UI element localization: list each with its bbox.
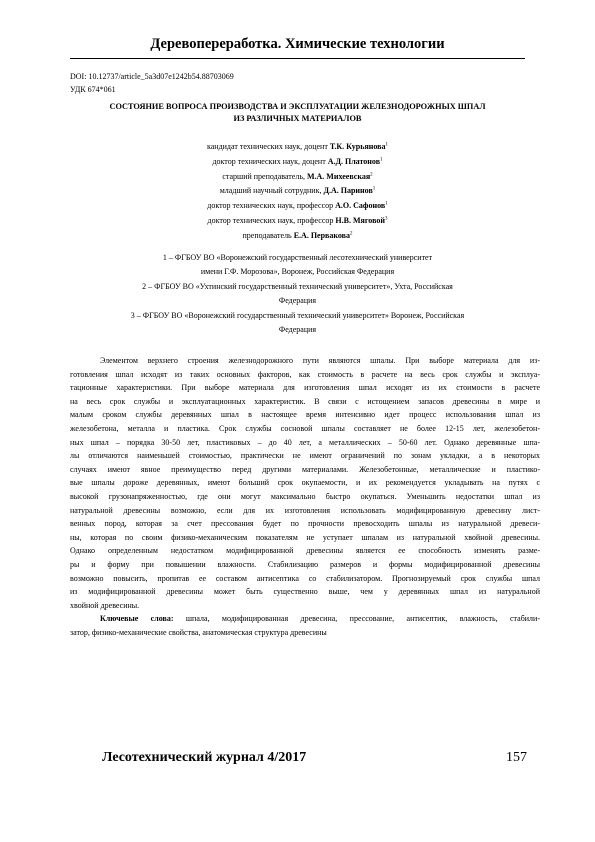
author-name: А.Д. Платонов bbox=[327, 156, 381, 166]
abstract-line: из модифицированной древесины может быть существенно выше, чем у деревянных шпал из натуральной bbox=[70, 587, 540, 597]
author-line bbox=[100, 229, 495, 244]
abstract-line: на весь срок службы и эксплуатационных характеристик. В связи с истощением запасов древесины в мире и bbox=[70, 396, 540, 406]
abstract-line: тационные характеристики. При выборе материала для изготовления шпал исходят из их стоимости в расчете bbox=[70, 383, 540, 393]
article-title-line: СОСТОЯНИЕ ВОПРОСА ПРОИЗВОДСТВА И ЭКСПЛУАТАЦИИ ЖЕЛЕЗНОДОРОЖНЫХ ШПАЛ bbox=[109, 102, 486, 111]
footer-journal-title: Лесотехнический журнал 4/2017 bbox=[102, 750, 307, 765]
abstract-line: малым сроком службы деревянных шпал в настоящее время интенсивно идет процесс использования шпал из bbox=[70, 410, 540, 420]
affiliation-line: 2 – ФГБОУ ВО «Ухтинский государственный технический университет», Ухта, Российская bbox=[142, 281, 453, 291]
udk-text: УДК 674*061 bbox=[70, 85, 116, 94]
abstract-line: венных пород, которая за счет прессования будет по прочности превосходить шпалы из натуральной древеси- bbox=[70, 519, 540, 529]
keywords-line: затор, физико-механические свойства, анатомическая структура древесины bbox=[70, 627, 327, 637]
affiliation-line: 3 – ФГБОУ ВО «Воронежский государственный технический университет» Воронеж, Российская bbox=[130, 310, 465, 320]
abstract-line: случаях имеют явное преимущество перед другими материалами. Железобетонные, металлические и пластико- bbox=[70, 464, 540, 474]
abstract-line: натуральной древесины возможно, если для их изготовления использовать модифицированную древесину лист- bbox=[70, 505, 540, 515]
abstract-line: вые шпалы дороже деревянных, имеют больший срок окупаемости, и их рекомендуется укладывать на путях с bbox=[70, 478, 540, 488]
author-affiliation-mark: 1 bbox=[380, 157, 383, 163]
author-name: М.А. Михеевская bbox=[306, 171, 371, 181]
author-role: доктор технических наук, доцент bbox=[212, 156, 326, 166]
keywords-label: Ключевые слова: bbox=[100, 614, 174, 624]
abstract-line: ных шпал – порядка 30-50 лет, пластиковых – до 40 лет, а металлических – 50-60 лет. Однако деревянные шпа- bbox=[70, 437, 540, 447]
author-role: младший научный сотрудник, bbox=[219, 186, 322, 196]
author-role: преподаватель bbox=[242, 230, 292, 240]
article-title-line: ИЗ РАЗЛИЧНЫХ МАТЕРИАЛОВ bbox=[233, 114, 362, 123]
author-line bbox=[100, 140, 495, 155]
author-line bbox=[100, 155, 495, 170]
affiliation-line: имени Г.Ф. Морозова», Воронеж, Российская Федерация bbox=[200, 267, 395, 277]
author-affiliation-mark: 2 bbox=[350, 231, 353, 237]
article-title bbox=[60, 101, 535, 125]
author-affiliation-mark: 1 bbox=[372, 186, 376, 192]
author-name: Е.А. Первакова bbox=[293, 230, 350, 240]
abstract-line: возможно повысить, пропитав ее составом антисептика со стабилизатором. Прогнозируемый срок службы шпал bbox=[70, 573, 540, 583]
author-line bbox=[100, 214, 495, 229]
author-line bbox=[100, 184, 495, 199]
abstract-line: лы отличаются наименьшей стоимостью, практически не имеют ограничений по зонам укладки, а в некоторых bbox=[70, 451, 540, 461]
author-list bbox=[100, 140, 495, 244]
abstract-line: хвойной древесины. bbox=[70, 600, 140, 610]
author-name: Д.А. Паринов bbox=[323, 186, 373, 196]
header-rule bbox=[70, 58, 525, 59]
affiliation-line: Федерация bbox=[278, 325, 317, 335]
author-role: старший преподаватель, bbox=[222, 171, 305, 181]
author-name: Н.В. Мяговой bbox=[335, 215, 385, 225]
affiliation-list bbox=[100, 251, 495, 337]
abstract-line: Элементом верхнего строения железнодорожного пути являются шпалы. При выборе материала для из- bbox=[100, 356, 540, 365]
abstract-line: Однако определенным недостатком модифицированной древесины является ее способность изменять разме- bbox=[70, 546, 540, 556]
author-role: доктор технических наук, профессор bbox=[207, 201, 334, 211]
keywords-line bbox=[70, 612, 540, 626]
affiliation-line: 1 – ФГБОУ ВО «Воронежский государственный лесотехнический университет bbox=[162, 253, 433, 262]
author-affiliation-mark: 1 bbox=[385, 201, 388, 207]
author-affiliation-mark: 1 bbox=[385, 142, 389, 148]
page-number: 157 bbox=[506, 750, 527, 765]
doi-text: DOI: 10.12737/article_5a3d07e1242b54.88703069 bbox=[70, 72, 234, 81]
abstract-line: железобетона, металла и пластика. Срок службы сосновой шпалы составляет не более 12-15 лет, железобетон- bbox=[70, 423, 540, 433]
abstract-line: ры и форму при повышении влажности. Стабилизацию размеров и формы модифицированной древесины bbox=[70, 559, 540, 569]
keywords-text: шпала, модифицированная древесина, прессование, антисептик, влажность, стабили- bbox=[173, 614, 540, 624]
author-line bbox=[100, 170, 495, 185]
abstract-line: высокой грузонапряженностью, где они могут максимально быстро окупаться. Уменьшить недостатки шпал из bbox=[70, 491, 540, 501]
abstract-line: ны, которая по своим физико-механическим показателям не уступает шпалам из натуральной хвойной древесины. bbox=[70, 532, 540, 542]
author-name: А.О. Сафонов bbox=[335, 201, 386, 211]
author-role: доктор технических наук, профессор bbox=[207, 215, 334, 225]
running-header-title: Деревопереработка. Химические технологии bbox=[150, 36, 445, 52]
abstract bbox=[70, 354, 540, 639]
abstract-line: готовления шпал исходят из таких основных факторов, как стоимость в расчете на весь срок службы и эксплуа- bbox=[70, 369, 540, 379]
author-affiliation-mark: 3 bbox=[384, 216, 388, 222]
author-affiliation-mark: 2 bbox=[370, 171, 373, 177]
author-name: Т.К. Курьянова bbox=[329, 142, 386, 151]
author-line bbox=[100, 199, 495, 214]
affiliation-line: Федерация bbox=[278, 296, 317, 306]
author-role: кандидат технических наук, доцент bbox=[206, 142, 328, 151]
